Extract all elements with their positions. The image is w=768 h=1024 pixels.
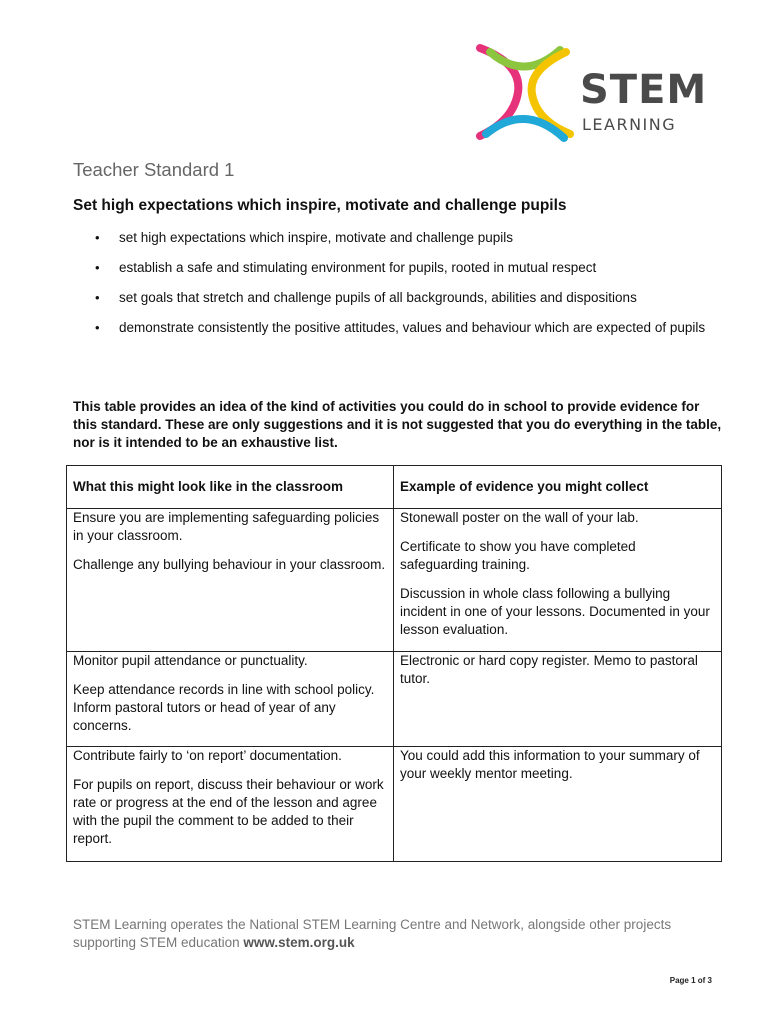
table-row xyxy=(67,652,722,747)
footer-statement: STEM Learning operates the National STEM Learning Centre and Network, alongside other projects supporting STEM education xyxy=(73,917,672,950)
list-item: • establish a safe and stimulating environment for pupils, rooted in mutual respect xyxy=(73,259,713,277)
cell-text: Contribute fairly to ‘on report’ documentation. xyxy=(73,748,342,763)
header-classroom: What this might look like in the classroom xyxy=(67,466,394,509)
cell-text: Keep attendance records in line with school policy. Inform pastoral tutors or head of year of any concerns. xyxy=(73,682,375,733)
cell-text: Discussion in whole class following a bullying incident in one of your lessons. Documented in your lesson evaluation. xyxy=(400,586,710,637)
logo-mark-icon xyxy=(470,42,580,142)
cell-text: Electronic or hard copy register. Memo to pastoral tutor. xyxy=(400,653,698,686)
table-header-row xyxy=(67,466,722,509)
stem-learning-logo xyxy=(470,42,710,142)
classroom-cell xyxy=(67,509,394,652)
classroom-cell xyxy=(67,652,394,747)
cell-text: Ensure you are implementing safeguarding policies in your classroom. xyxy=(73,510,380,543)
logo-subtitle: LEARNING xyxy=(582,115,677,134)
evidence-cell xyxy=(394,652,722,747)
cell-text: Certificate to show you have completed safeguarding training. xyxy=(400,539,636,572)
evidence-cell xyxy=(394,509,722,652)
list-item: • set goals that stretch and challenge pupils of all backgrounds, abilities and dispositions xyxy=(73,289,713,307)
footer-link[interactable]: www.stem.org.uk xyxy=(243,935,355,950)
table-row xyxy=(67,509,722,652)
cell-text: Stonewall poster on the wall of your lab. xyxy=(400,510,639,525)
intro-paragraph: This table provides an idea of the kind of activities you could do in school to provide evidence for this standard. These are only suggestions and it is not suggested that you do everything in the table, nor is it intended to be an exhaustive list. xyxy=(73,399,722,450)
cell-text: Challenge any bullying behaviour in your classroom. xyxy=(73,557,386,572)
page-title: Teacher Standard 1 xyxy=(73,159,235,180)
standard-bullet-list xyxy=(73,229,713,349)
list-item: • demonstrate consistently the positive attitudes, values and behaviour which are expected of pupils xyxy=(73,319,713,337)
table-row xyxy=(67,747,722,862)
cell-text: Monitor pupil attendance or punctuality. xyxy=(73,653,308,668)
page-number: Page 1 of 3 xyxy=(669,976,712,985)
evidence-table xyxy=(66,465,722,862)
footer-text xyxy=(73,916,733,952)
header-evidence: Example of evidence you might collect xyxy=(394,466,722,509)
list-item: • set high expectations which inspire, motivate and challenge pupils xyxy=(73,229,713,247)
standard-subtitle: Set high expectations which inspire, motivate and challenge pupils xyxy=(73,197,567,214)
logo-wordmark: STEM xyxy=(580,67,708,113)
cell-text: You could add this information to your summary of your weekly mentor meeting. xyxy=(400,748,700,781)
cell-text: For pupils on report, discuss their behaviour or work rate or progress at the end of the lesson and agree with the pupil the comment to be added to their report. xyxy=(73,777,384,846)
classroom-cell xyxy=(67,747,394,862)
evidence-cell xyxy=(394,747,722,862)
